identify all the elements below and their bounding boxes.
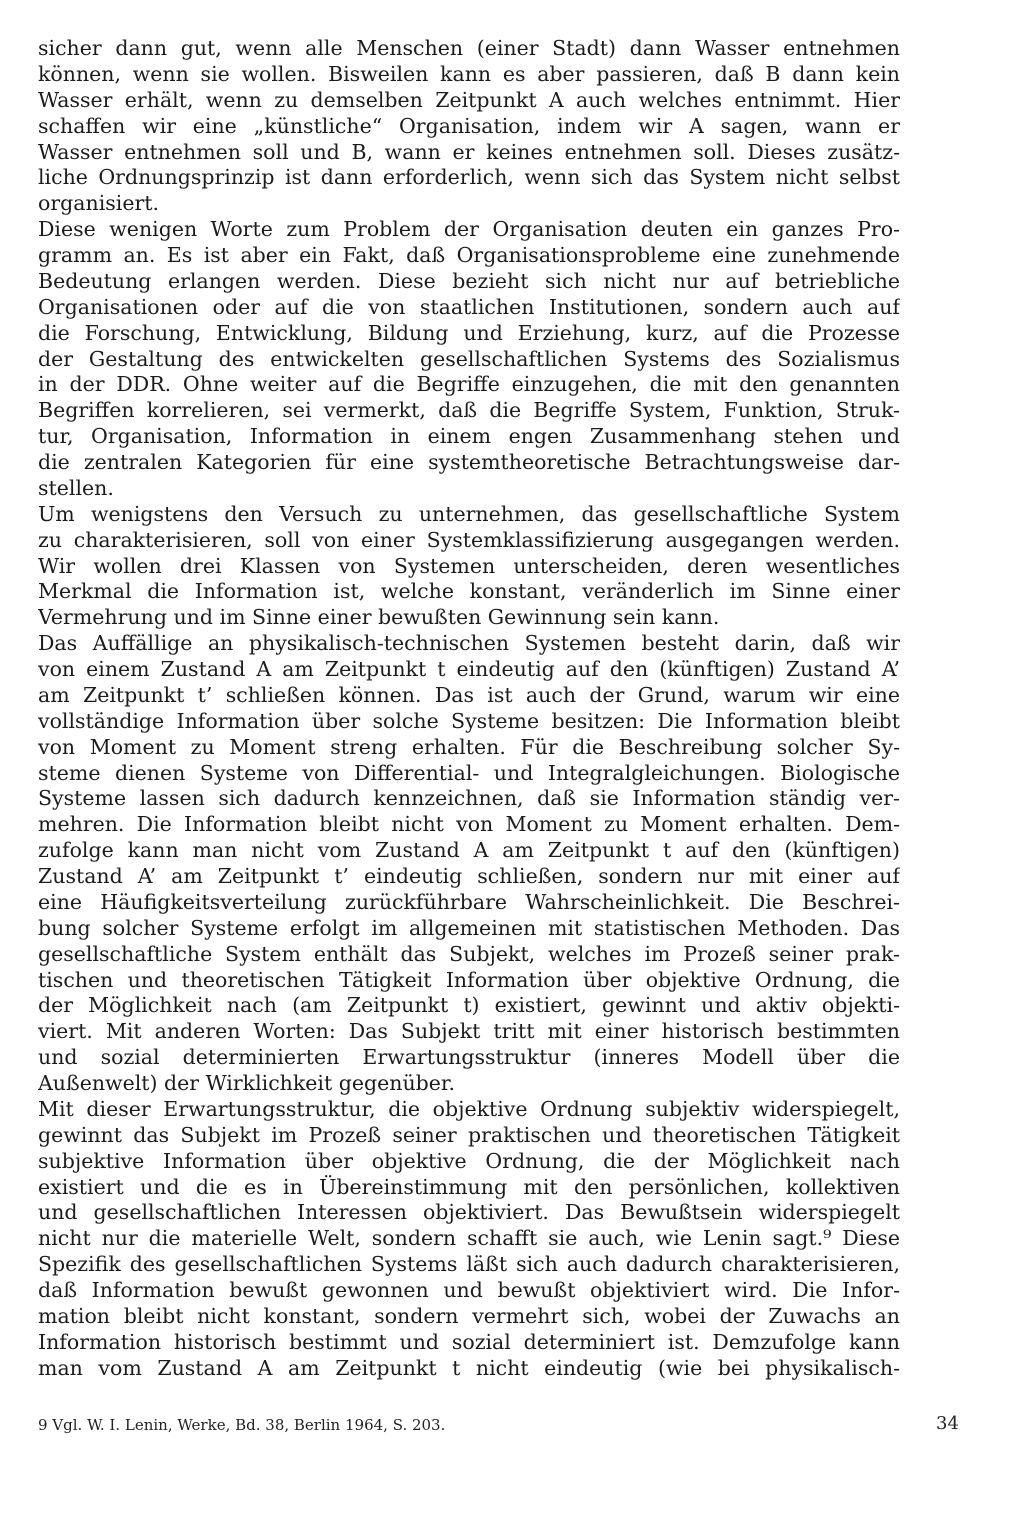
text-line: schaffen wir eine „künstliche“ Organisation, indem wir A sagen, wann er xyxy=(38,113,900,138)
text-line: Diese wenigen Worte zum Problem der Organisation deuten ein ganzes Pro- xyxy=(38,217,900,242)
text-line: Außenwelt) der Wirklichkeit gegenüber. xyxy=(38,1071,455,1095)
text-line: Spezifik des gesellschaftlichen Systems läßt sich auch dadurch charakterisieren, xyxy=(38,1252,900,1277)
text-line: Information historisch bestimmt und sozial determiniert ist. Demzufolge kann xyxy=(38,1329,900,1354)
text-line: in der DDR. Ohne weiter auf die Begriffe einzugehen, die mit den genannten xyxy=(38,372,900,397)
text-line: tur, Organisation, Information in einem engen Zusammenhang stehen und xyxy=(38,424,900,449)
text-line: bung solcher Systeme erfolgt im allgemeinen mit statistischen Methoden. Das xyxy=(38,915,900,940)
text-line: die Forschung, Entwicklung, Bildung und Erziehung, kurz, auf die Prozesse xyxy=(38,320,900,345)
page-number: 34 xyxy=(936,1413,959,1434)
text-line: sicher dann gut, wenn alle Menschen (einer Stadt) dann Wasser entnehmen xyxy=(38,36,900,60)
text-line: Vermehrung und im Sinne einer bewußten Gewinnung sein kann. xyxy=(38,605,720,630)
text-line: existiert und die es in Übereinstimmung mit den persönlichen, kollektiven xyxy=(38,1174,900,1199)
body-text xyxy=(38,36,900,1382)
text-line: eine Häufigkeitsverteilung zurückführbare Wahrscheinlichkeit. Die Beschrei- xyxy=(38,889,900,914)
text-line: stellen. xyxy=(38,475,114,500)
text-line: die zentralen Kategorien für eine systemtheoretische Betrachtungsweise dar- xyxy=(38,450,900,474)
text-line: am Zeitpunkt t’ schließen können. Das ist auch der Grund, warum wir eine xyxy=(38,682,900,707)
text-line: daß Information bewußt gewonnen und bewußt objektiviert wird. Die Infor- xyxy=(38,1278,900,1302)
text-line: Wasser erhält, wenn zu demselben Zeitpunkt A auch welches entnimmt. Hier xyxy=(38,87,900,112)
text-line: organisiert. xyxy=(38,191,160,216)
text-line: tischen und theoretischen Tätigkeit Information über objektive Ordnung, die xyxy=(38,967,900,992)
text-line: mehren. Die Information bleibt nicht von Moment zu Moment erhalten. Dem- xyxy=(38,812,900,837)
text-line: und gesellschaftlichen Interessen objektiviert. Das Bewußtsein widerspiegelt xyxy=(38,1200,900,1225)
text-line: Systeme lassen sich dadurch kennzeichnen, daß sie Information ständig ver- xyxy=(38,786,900,811)
text-line: Begriffen korrelieren, sei vermerkt, daß die Begriffe System, Funktion, Struk- xyxy=(38,398,900,423)
text-line: zufolge kann man nicht vom Zustand A am Zeitpunkt t auf den (künftigen) xyxy=(38,838,900,863)
text-line: Mit dieser Erwartungsstruktur, die objektive Ordnung subjektiv widerspiegelt, xyxy=(38,1096,900,1121)
text-line: gewinnt das Subjekt im Prozeß seiner praktischen und theoretischen Tätigkeit xyxy=(38,1122,900,1147)
text-line: mation bleibt nicht konstant, sondern vermehrt sich, wobei der Zuwachs an xyxy=(38,1303,900,1328)
text-line: von Moment zu Moment streng erhalten. Für die Beschreibung solcher Sy- xyxy=(38,734,900,759)
text-line: von einem Zustand A am Zeitpunkt t eindeutig auf den (künftigen) Zustand A’ xyxy=(38,657,900,681)
text-line: Bedeutung erlangen werden. Diese bezieht sich nicht nur auf betriebliche xyxy=(38,268,900,293)
text-line: subjektive Information über objektive Ordnung, die der Möglichkeit nach xyxy=(38,1148,900,1173)
footnote: 9 Vgl. W. I. Lenin, Werke, Bd. 38, Berlin 1964, S. 203. xyxy=(38,1416,446,1434)
text-line: und sozial determinierten Erwartungsstruktur (inneres Modell über die xyxy=(38,1045,900,1070)
text-line: Zustand A’ am Zeitpunkt t’ eindeutig schließen, sondern nur mit einer auf xyxy=(38,864,900,888)
text-line: nicht nur die materielle Welt, sondern schafft sie auch, wie Lenin sagt.⁹ Diese xyxy=(38,1226,900,1251)
text-line: Um wenigstens den Versuch zu unternehmen, das gesellschaftliche System xyxy=(38,501,900,526)
text-line: Das Auffällige an physikalisch-technischen Systemen besteht darin, daß wir xyxy=(38,631,900,656)
text-line: Merkmal die Information ist, welche konstant, veränderlich im Sinne einer xyxy=(38,579,900,604)
text-line: man vom Zustand A am Zeitpunkt t nicht eindeutig (wie bei physikalisch- xyxy=(38,1355,900,1380)
text-line: Organisationen oder auf die von staatlichen Institutionen, sondern auch auf xyxy=(38,294,900,319)
text-line: viert. Mit anderen Worten: Das Subjekt tritt mit einer historisch bestimmten xyxy=(38,1019,900,1044)
text-line: gesellschaftliche System enthält das Subjekt, welches im Prozeß seiner prak- xyxy=(38,941,900,966)
text-line: der Gestaltung des entwickelten gesellschaftlichen Systems des Sozialismus xyxy=(38,346,900,371)
text-line: liche Ordnungsprinzip ist dann erforderlich, wenn sich das System nicht selbst xyxy=(38,165,900,190)
text-line: können, wenn sie wollen. Bisweilen kann es aber passieren, daß B dann kein xyxy=(38,61,900,86)
text-line: Wir wollen drei Klassen von Systemen unterscheiden, deren wesentliches xyxy=(38,553,900,578)
text-line: steme dienen Systeme von Differential- und Integralgleichungen. Biologische xyxy=(38,760,900,785)
text-line: vollständige Information über solche Systeme besitzen: Die Information bleibt xyxy=(38,708,900,733)
text-line: gramm an. Es ist aber ein Fakt, daß Organisationsprobleme eine zunehmende xyxy=(38,243,900,267)
text-line: Wasser entnehmen soll und B, wann er keines entnehmen soll. Dieses zusätz- xyxy=(38,139,900,164)
text-line: der Möglichkeit nach (am Zeitpunkt t) existiert, gewinnt und aktiv objekti- xyxy=(38,993,900,1018)
text-line: zu charakterisieren, soll von einer Systemklassifizierung ausgegangen werden. xyxy=(38,527,900,552)
